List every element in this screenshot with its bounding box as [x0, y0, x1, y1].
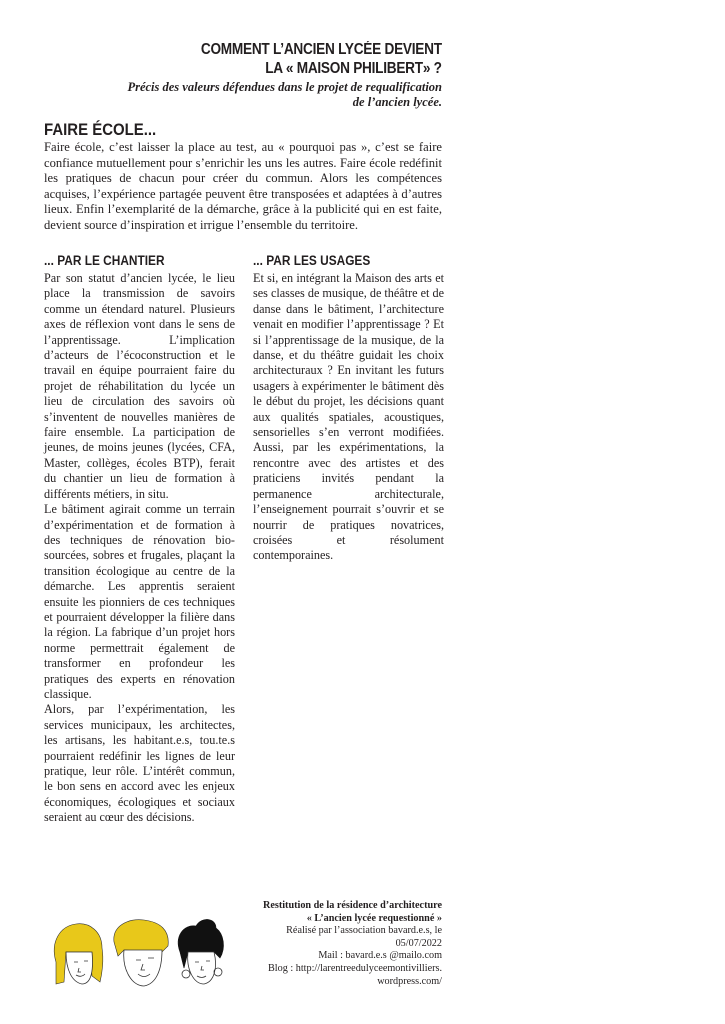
chantier-heading: ... PAR LE CHANTIER [44, 253, 165, 268]
usages-text: Et si, en intégrant la Maison des arts et ses classes de musique, de théâtre et de danse dans le bâtiment, l’architecture venait en modifier l’apprentissage ? Et si l’apprentissage de la musique, de la danse, et du théâtre guidait les choix architecturaux ? En invitant les futurs usagers à expérimenter le bâtiment dès le début du projet, les décisions quant aux qualités spatiales, acoustiques, sensorielles s’en verront modifiées. Aussi, par les expérimentations, la rencontre avec des artistes et des praticiens invités pendant la permanence architecturale, l’enseignement pourrait s’ouvrir et se nourrir de pratiques novatrices, croisées et résolument contemporaines. [253, 271, 444, 563]
chantier-paragraph: Alors, par l’expérimentation, les services municipaux, les architectes, les artisans, les habitant.e.s, tou.te.s pourraient redéfinir les lignes de leur pratique, leur rôle. L’intérêt commun, le bon sens en accord avec les enjeux économiques, écologiques et sociaux seraient au cœur des décisions. [44, 702, 235, 825]
usages-heading: ... PAR LES USAGES [253, 253, 371, 268]
footer-line: Restitution de la résidence d’architecture [262, 900, 442, 911]
faces-illustration [44, 912, 234, 997]
chantier-paragraph: Le bâtiment agirait comme un terrain d’expérimentation et de formation à des techniques de rénovation bio-sourcées, sobres et frugales, plaçant la transition écologique au centre de la démarche. Les apprentis seraient ensuite les pionniers de ces techniques et pourraient développer la filière dans la région. La fabrique d’un projet hors norme permettrait également de transformer en profondeur les pratiques des experts en rénovation classique. [44, 502, 235, 701]
footer-blog-link-cont[interactable]: wordpress.com/ [377, 975, 442, 987]
subtitle-line-1: Précis des valeurs défendues dans le projet de requalification [127, 80, 442, 94]
face-left [54, 924, 103, 984]
title-line-1: COMMENT L’ANCIEN LYCÉE DEVIENT [201, 41, 442, 58]
footer-blog-link[interactable]: Blog : http://larentreedulyceemontivilliers. [268, 962, 442, 974]
footer-email[interactable]: Mail : bavard.e.s @mailo.com [318, 950, 442, 962]
intro-text: Faire école, c’est laisser la place au test, au « pourquoi pas », c’est se faire confiance mutuellement pour s’enrichir les uns les autres. Faire école redéfinit les pratiques de chacun pour créer du commun. Alors les compétences acquises, l’expérience partagée peuvent être transposées et adaptées à d’autres lieux. Enfin l’exemplarité de la démarche, grâce à la publicité qui en est faite, devient source d’inspiration et irrigue l’ensemble du territoire. [44, 140, 442, 232]
footer-line: « L’ancien lycée requestionné » [306, 912, 442, 924]
subtitle-line-2: de l’ancien lycée. [352, 95, 442, 109]
intro-heading: FAIRE ÉCOLE... [44, 120, 157, 139]
footer-line: Réalisé par l’association bavard.e.s, le [286, 925, 442, 937]
usages-section [253, 253, 444, 564]
footer-credits [222, 900, 442, 988]
footer-line: 05/07/2022 [395, 937, 442, 949]
intro-section [44, 120, 442, 234]
title-line-2: LA « MAISON PHILIBERT» ? [265, 60, 442, 77]
face-right [178, 919, 223, 984]
face-middle [114, 920, 168, 986]
page-subtitle [42, 80, 442, 110]
chantier-section [44, 253, 235, 826]
chantier-paragraph: Par son statut d’ancien lycée, le lieu place la transmission de savoirs comme un étendard naturel. Plusieurs axes de réflexion vont dans le sens de l’apprentissage. L’implication d’acteurs de l’écoconstruction et le travail en équipe pourraient faire du projet de réhabilitation du lycée un lieu de circulation des savoirs où s’inventent de nouvelles manières de faire ensemble. La participation de jeunes, de moins jeunes (lycées, CFA, Master, collèges, écoles BTP), ferait du chantier un lieu de formation à différents métiers, in situ. [44, 271, 235, 501]
page-title [201, 40, 442, 78]
